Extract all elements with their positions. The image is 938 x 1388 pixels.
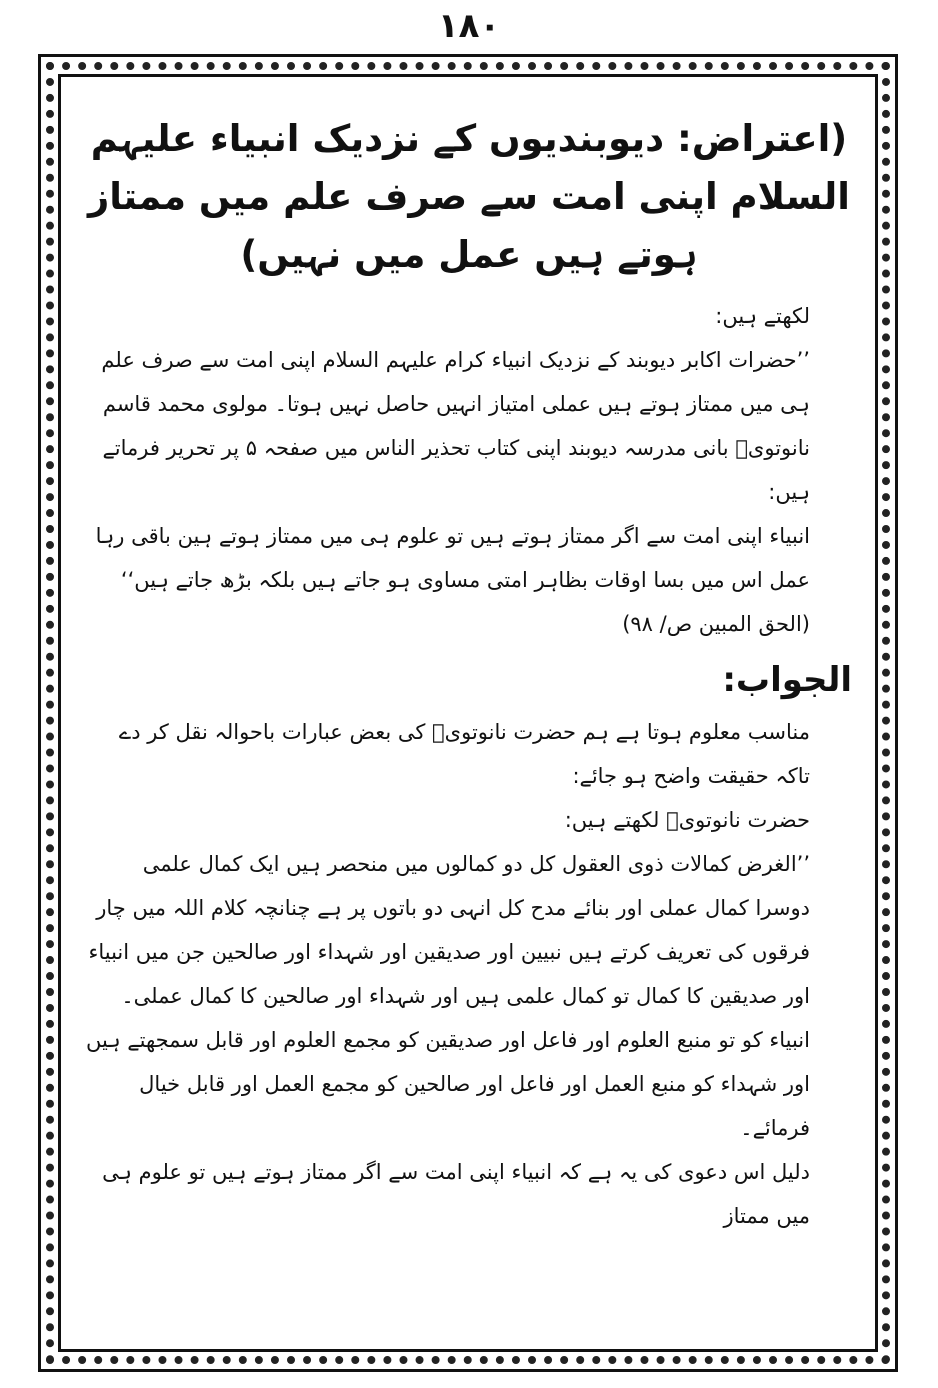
intro-label: لکھتے ہیں: — [715, 304, 810, 328]
answer-intro: مناسب معلوم ہوتا ہے ہم حضرت نانوتویؒ کی بعض عبارات باحوالہ نقل کر دے تاکہ حقیقت واضح ہو جائے: — [118, 720, 810, 788]
section-heading: (اعتراض: دیوبندیوں کے نزدیک انبیاء علیہم السلام اپنی امت سے صرف علم میں ممتاز ہوتے ہیں عمل میں نہیں) — [87, 117, 850, 276]
quote-paragraph: ’’حضرات اکابر دیوبند کے نزدیک انبیاء کرام علیہم السلام اپنی امت سے صرف علم ہی میں ممتاز ہوتے ہیں عملی امتیاز انہیں حاصل نہیں ہوتا۔ مولوی محمد قاسم نانوتویؒ بانی مدرسہ دیوبند اپنی کتاب تحذیر الناس میں صفحہ ۵ پر تحریر فرماتے ہیں: — [101, 348, 810, 504]
quote-paragraph-continued: انبیاء اپنی امت سے اگر ممتاز ہوتے ہیں تو علوم ہی میں ممتاز ہوتے ہین باقی رہا عمل اس میں بسا اوقات بظاہر امتی مساوی ہو جاتے ہیں بلکہ بڑھ جاتے ہیں‘‘ (الحق المبین ص/ ۹۸) — [95, 524, 810, 636]
nanotvi-label: حضرت نانوتویؒ لکھتے ہیں: — [564, 808, 810, 832]
final-line: دلیل اس دعوی کی یہ ہے کہ انبیاء اپنی امت سے اگر ممتاز ہوتے ہیں تو علوم ہی میں ممتاز — [102, 1160, 810, 1228]
page-content — [86, 90, 852, 1340]
nanotvi-quote: ’’الغرض کمالات ذوی العقول کل دو کمالوں میں منحصر ہیں ایک کمال علمی دوسرا کمال عملی اور بنائے مدح کل انہی دو باتوں پر ہے چنانچہ کلام اللہ میں چار فرقوں کی تعریف کرتے ہیں نبیین اور صدیقین اور شہداء اور صالحین جن میں انبیاء اور صدیقین کا کمال تو کمال علمی ہیں اور شہداء اور صالحین کا کمال عملی۔ انبیاء کو تو منبع العلوم اور فاعل اور صدیقین کو مجمع العلوم اور قابل سمجھتے ہیں اور شہداء کو منبع العمل اور فاعل اور صالحین کو مجمع العمل اور قابل خیال فرمائے۔ — [86, 852, 810, 1140]
page-number: ۱۸۰ — [437, 6, 501, 46]
answer-title: الجواب: — [722, 660, 852, 700]
